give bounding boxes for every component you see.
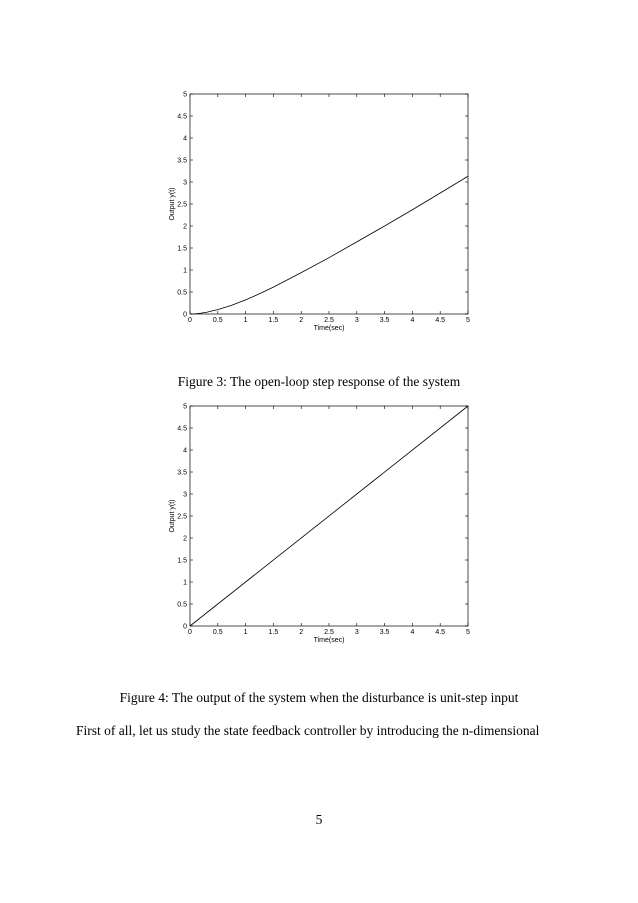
fig3-y-tick-label: 2 [183, 223, 187, 231]
fig3-y-tick-label: 1.5 [177, 245, 187, 253]
fig3-y-axis-label: Output y(t) [169, 187, 176, 221]
fig3-x-tick-label: 3 [354, 317, 359, 324]
figure-4-chart [0, 396, 638, 652]
fig3-y-tick-label: 4 [183, 135, 187, 143]
fig4-y-tick-label: 3.5 [177, 469, 187, 477]
fig3-y-tick-label: 0.5 [177, 289, 187, 297]
fig4-y-tick-label: 1 [183, 579, 187, 587]
figure-4-plot [0, 396, 638, 652]
fig3-x-tick-label: 2 [299, 317, 304, 324]
fig4-y-tick-label: 5 [183, 403, 187, 411]
fig4-y-tick-label: 2 [183, 535, 187, 543]
fig3-plot-frame [190, 94, 468, 314]
fig3-x-tick-label: 1 [243, 317, 248, 324]
figure-4-caption: Figure 4: The output of the system when the disturbance is unit-step input [119, 690, 519, 705]
figure-3-plot [0, 80, 638, 350]
fig4-y-tick-label: 0 [183, 623, 187, 631]
fig4-series-line [190, 406, 468, 626]
fig4-y-tick-label: 1.5 [177, 557, 187, 565]
page-number: 5 [315, 812, 323, 827]
fig3-x-tick-label: 4.5 [435, 317, 446, 324]
fig4-x-tick-label: 0 [188, 629, 192, 636]
fig4-x-tick-label: 3.5 [379, 629, 390, 636]
fig4-y-tick-label: 3 [183, 491, 187, 499]
body-paragraph: First of all, let us study the state feedback controller by introducing the n-dimensional [76, 723, 540, 738]
fig4-x-tick-label: 5 [466, 629, 470, 636]
fig3-y-tick-label: 1 [183, 267, 187, 275]
fig3-x-tick-label: 3.5 [379, 317, 390, 324]
fig3-x-tick-label: 0.5 [212, 317, 223, 324]
fig3-x-tick-label: 5 [466, 317, 470, 324]
fig4-x-tick-label: 1 [243, 629, 248, 636]
fig3-x-tick-label: 4 [410, 317, 415, 324]
fig4-y-axis-label: Output y(t) [169, 499, 176, 533]
fig4-y-tick-label: 2.5 [177, 513, 187, 521]
fig4-y-tick-label: 0.5 [177, 601, 187, 609]
fig3-y-tick-label: 4.5 [177, 113, 187, 121]
fig4-x-tick-label: 2.5 [324, 629, 334, 636]
figure-3-caption: Figure 3: The open-loop step response of the system [177, 374, 461, 389]
fig3-y-tick-label: 3 [183, 179, 187, 187]
fig4-x-tick-label: 4.5 [435, 629, 446, 636]
fig3-y-tick-label: 5 [183, 91, 187, 99]
fig3-y-tick-label: 3.5 [177, 157, 187, 165]
fig4-y-tick-label: 4 [183, 447, 187, 455]
fig3-series-line [190, 176, 468, 314]
fig4-x-tick-label: 3 [354, 629, 359, 636]
fig4-x-tick-label: 4 [410, 629, 415, 636]
fig3-x-tick-label: 0 [188, 317, 192, 324]
fig3-x-tick-label: 2.5 [324, 317, 334, 324]
fig3-x-tick-label: 1.5 [268, 317, 279, 324]
fig3-y-tick-label: 0 [183, 311, 187, 319]
fig4-x-tick-label: 2 [299, 629, 304, 636]
fig4-x-tick-label: 0.5 [212, 629, 223, 636]
fig3-x-axis-label: Time(sec) [313, 325, 345, 332]
fig3-y-tick-label: 2.5 [177, 201, 187, 209]
fig4-x-axis-label: Time(sec) [313, 637, 345, 644]
figure-3-chart [0, 80, 638, 350]
fig4-x-tick-label: 1.5 [268, 629, 279, 636]
fig4-y-tick-label: 4.5 [177, 425, 187, 433]
